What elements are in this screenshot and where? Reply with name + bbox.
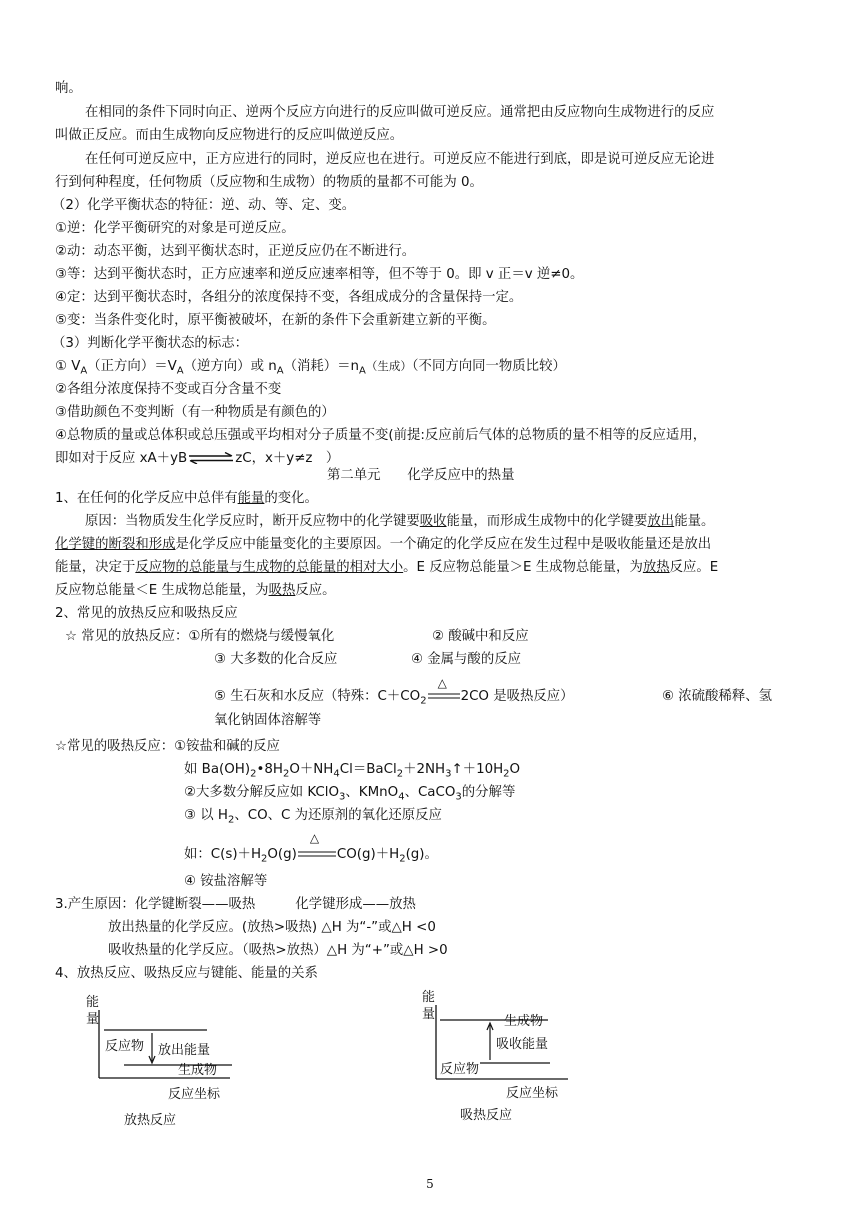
product-label: 生成物: [178, 1063, 218, 1078]
triangle-icon: △: [309, 831, 320, 845]
equilibrium-arrow-icon: [187, 452, 235, 464]
y-axis-label: 能: [86, 995, 100, 1010]
text-line: ⑤变：当条件变化时，原平衡被破坏，在新的条件下会重新建立新的平衡。: [55, 313, 496, 328]
text-line: ④总物质的量或总体积或总压强或平均相对分子质量不变(前提:反应前后气体的总物质的量不相等的反应适用，: [55, 428, 707, 443]
energy-label: 吸收能量: [496, 1037, 549, 1052]
text-line: 2、常见的放热反应和吸热反应: [55, 606, 238, 621]
text-line: ③ 以 $H_2$、CO、C 为还原剂的氧化还原反应: [184, 808, 442, 826]
triangle-icon: △: [437, 676, 447, 690]
diagram-caption: 吸热反应: [460, 1108, 513, 1123]
double-bar-icon: [297, 850, 337, 858]
energy-label: 放出能量: [158, 1043, 211, 1058]
text-line: 叫做正反应。而由生成物向反应物进行的反应叫做逆反应。: [55, 128, 404, 143]
text-line: ④定：达到平衡状态时，各组分的浓度保持不变，各组成成分的含量保持一定。: [55, 290, 523, 305]
text-line: ③ 大多数的化合反应: [214, 652, 338, 667]
text-line: ②动：动态平衡，达到平衡状态时，正逆反应仍在不断进行。: [55, 244, 416, 259]
equilibrium-criterion-1: ① $V_A$（正方向）$=V_A$（逆方向）或 $n_A$（消耗）$=n_A$（生成）（不同方向同一物质比较）: [55, 359, 566, 377]
text-line: 原因：当物质发生化学反应时，断开反应物中的化学键要吸收能量，而形成生成物中的化学键要放出能量。: [85, 514, 715, 529]
equation-line: 如 $Ba(OH)_2•8H_2O+NH_4Cl=BaCl_2+2NH_3↑+10H_2O$: [184, 762, 521, 780]
text-line: 在相同的条件下同时向正、逆两个反应方向进行的反应叫做可逆反应。通常把由反应物向生成物进行的反应: [85, 105, 715, 120]
page-number: 5: [426, 1177, 434, 1191]
reversible-reaction-line: 即如对于反应 xA＋yB zC，x＋y≠z ）: [55, 451, 340, 466]
text-line: 1、在任何的化学反应中总伴有能量的变化。: [55, 491, 318, 506]
text-line: ①逆：化学平衡研究的对象是可逆反应。: [55, 221, 295, 236]
text-line: 反应物总能量＜E 生成物总能量，为吸热反应。: [55, 583, 336, 598]
text-line: 吸收热量的化学反应。（吸热>放热）△H 为“+”或△H >0: [108, 943, 448, 958]
text-line: ⑤ 生石灰和水反应（特殊：$C+CO_2$ △ 2CO 是吸热反应）: [214, 676, 574, 707]
text-line: 氧化钠固体溶解等: [214, 713, 322, 728]
y-axis-label: 能: [422, 990, 436, 1005]
text-line: ② 酸碱中和反应: [432, 629, 529, 644]
text-line: ⑥ 浓硫酸稀释、氢: [662, 689, 772, 704]
section-title: 第二单元 化学反应中的热量: [327, 468, 515, 483]
text-line: 能量，决定于反应物的总能量与生成物的总能量的相对大小。E 反应物总能量＞E 生成物总能量，为放热反应。E: [55, 560, 719, 575]
text-line: 化学键的断裂和形成是化学反应中能量变化的主要原因。一个确定的化学反应在发生过程中是吸收能量还是放出: [55, 537, 712, 552]
text-line: 行到何种程度，任何物质（反应物和生成物）的物质的量都不可能为 0。: [55, 175, 483, 190]
equation-line: 如：$C(s)+H_2O(g)$ △ $CO(g)+H_2(g)$。: [184, 831, 438, 865]
text-line: ②大多数分解反应如 KClO$_3$、KMnO$_4$、CaCO$_3$的分解等: [184, 785, 516, 803]
text-line: （2）化学平衡状态的特征：逆、动、等、定、变。: [52, 198, 356, 213]
x-axis-label: 反应坐标: [168, 1087, 221, 1102]
x-axis-label: 反应坐标: [506, 1086, 559, 1101]
text-line: ③等：达到平衡状态时，正方应速率和逆反应速率相等，但不等于 0。即 v 正＝v 逆≠0。: [55, 267, 584, 282]
y-axis-label: 量: [86, 1012, 100, 1027]
product-label: 生成物: [504, 1014, 544, 1029]
text-line: ④ 金属与酸的反应: [411, 652, 521, 667]
double-bar-icon: [427, 692, 461, 700]
text-line: （3）判断化学平衡状态的标志：: [52, 336, 248, 351]
exothermic-diagram: [80, 988, 260, 1128]
y-axis-label: 量: [422, 1007, 436, 1022]
text-line: 3.产生原因：化学键断裂——吸热 化学键形成——放热: [55, 897, 416, 912]
reactant-label: 反应物: [105, 1039, 145, 1054]
text-line: 响。: [55, 81, 82, 96]
diagram-caption: 放热反应: [124, 1113, 177, 1128]
text-line: 放出热量的化学反应。(放热>吸热) △H 为“-”或△H <0: [108, 920, 436, 935]
text-line: ③借助颜色不变判断（有一种物质是有颜色的）: [55, 405, 335, 420]
text-line: 4、放热反应、吸热反应与键能、能量的关系: [55, 966, 318, 981]
endothermic-diagram: [418, 985, 598, 1125]
text-line: ☆常见的吸热反应：①铵盐和碱的反应: [55, 739, 280, 754]
text-line: 在任何可逆反应中，正方应进行的同时，逆反应也在进行。可逆反应不能进行到底，即是说可逆反应无论进: [85, 152, 715, 167]
reactant-label: 反应物: [440, 1062, 480, 1077]
text-line: ④ 铵盐溶解等: [184, 874, 268, 889]
text-line: ☆ 常见的放热反应：①所有的燃烧与缓慢氧化: [65, 629, 335, 644]
text-line: ②各组分浓度保持不变或百分含量不变: [55, 382, 282, 397]
